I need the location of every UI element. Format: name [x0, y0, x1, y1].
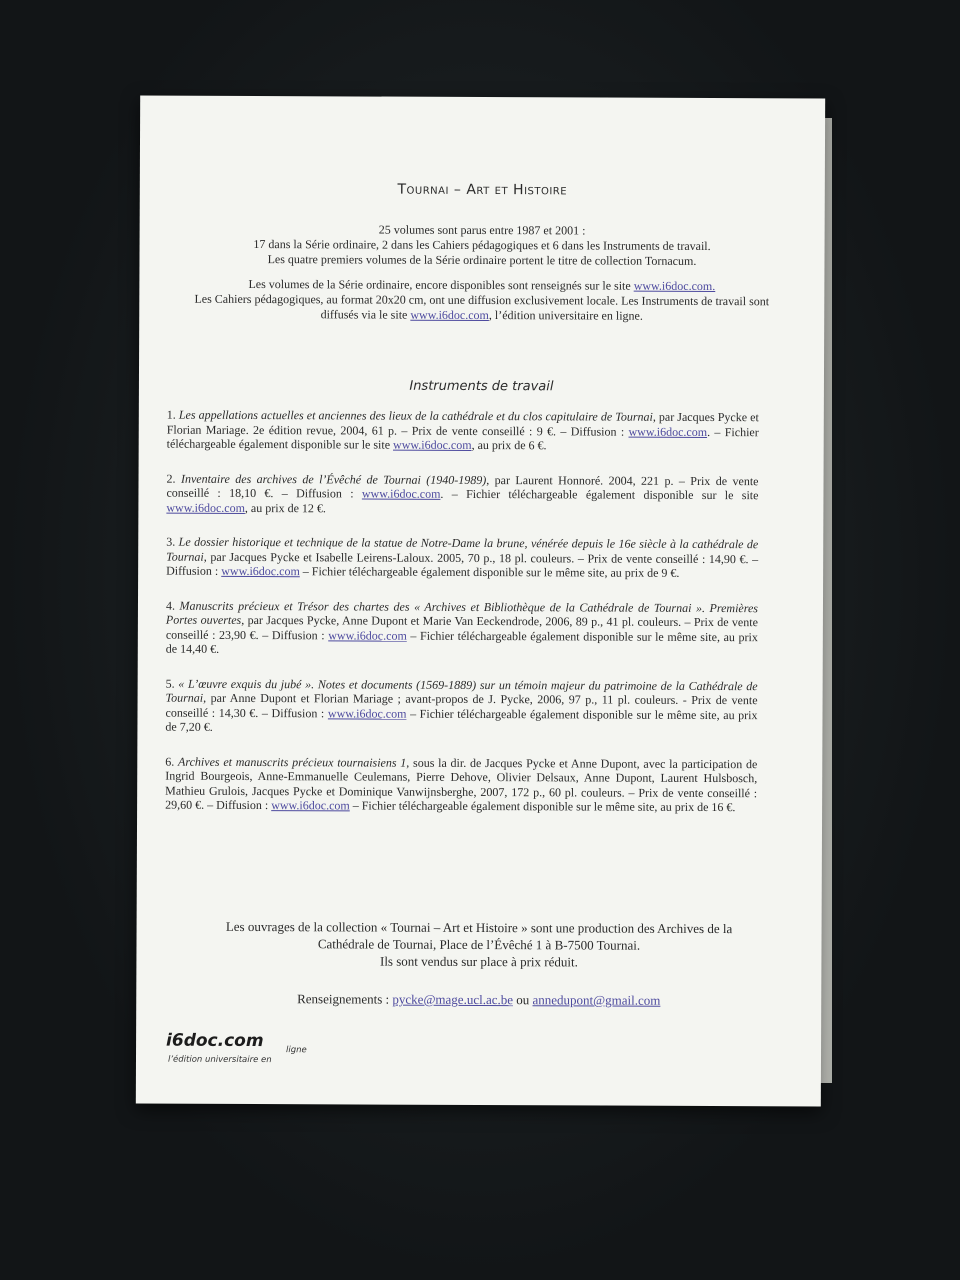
contact-line [136, 991, 821, 1010]
item-title: Manuscrits précieux et Trésor des chartes des « Archives et Bibliothèque de la Cathédrale de Tournai ». Premières Portes ouvertes [165, 598, 759, 627]
list-item: 2. Inventaire des archives de l’Évêché de Tournai (1940-1989), par Laurent Honnoré. 2004, 221 p. – Prix de vente conseillé : 18,10 €. – Diffusion : www.i6doc.com. – Fichier téléchargeable également disponible sur le site www.i6doc.com, au prix de 12 €. [166, 471, 759, 515]
item-link[interactable]: www.i6doc.com [361, 486, 441, 501]
intro-line-3: Les quatre premiers volumes de la Série ordinaire portent le titre de collection Tornacum. [267, 252, 697, 268]
site-link-2[interactable]: www.i6doc.com [410, 307, 489, 323]
footer-text [156, 918, 801, 972]
item-list [165, 408, 759, 835]
logo-brand: i6doc.com [166, 1030, 264, 1052]
intro-text [179, 222, 784, 335]
email-link-2[interactable]: annedupont@gmail.com [532, 992, 661, 1008]
page-title: Tournai – Art et Histoire [397, 181, 568, 199]
list-item: 6. Archives et manuscrits précieux tournaisiens 1, sous la dir. de Jacques Pycke et Anne Dupont, avec la participation de Ingrid Bourgeois, Anne-Emmanuelle Ceulemans, Pierre Dehove, Olivier Delsaux, Anne Dupont, Laurent Hulsbosch, Mathieu Grulois, Jacques Pycke et Dominique Vanwijnsberghe, 2007, 172 p., 60 pl. couleurs. – Prix de vente conseillé : 29,60 €. – Diffusion : www.i6doc.com – Fichier téléchargeable également disponible sur le même site, au prix de 16 €. [165, 754, 758, 815]
intro-para2-c: , l’édition universitaire en ligne. [488, 308, 643, 323]
item-link[interactable]: www.i6doc.com [628, 424, 708, 439]
book-back-cover [136, 96, 825, 1107]
footer-line-2: Cathédrale de Tournai, Place de l’Évêché 1 à B-7500 Tournai. [317, 936, 641, 953]
logo-tag-word: ligne [286, 1045, 307, 1056]
item-title: Les appellations actuelles et anciennes des lieux de la cathédrale et du clos capitulaire de Tournai [178, 407, 653, 424]
item-link[interactable]: www.i6doc.com [271, 798, 350, 813]
item-link[interactable]: www.i6doc.com [327, 705, 407, 721]
list-item: 5. « L’œuvre exquis du jubé ». Notes et documents (1569-1889) sur un témoin majeur du patrimoine de la Cathédrale de Tournai, par Anne Dupont et Florian Mariage ; avant-propos de J. Pycke, 2006, 97 p., 11 pl. couleurs. - Prix de vente conseillé : 14,30 €. – Diffusion : www.i6doc.com – Fichier téléchargeable également disponible sur le même site, au prix de 7,20 €. [165, 676, 758, 734]
item-title: Le dossier historique et technique de la statue de Notre-Dame la brune, vénérée depuis le 16e siècle à la cathédrale de Tournai [166, 534, 759, 564]
item-link-2[interactable]: www.i6doc.com [166, 500, 245, 515]
i6doc-logo [166, 1031, 326, 1082]
intro-line-2: 17 dans la Série ordinaire, 2 dans les Cahiers pédagogiques et 6 dans les Instruments de travail. [253, 237, 711, 254]
contact-label: Renseignements : [297, 991, 390, 1007]
intro-para2-a: Les volumes de la Série ordinaire, encore disponibles sont renseignés sur le site [248, 276, 631, 293]
intro-para2-b: Les Cahiers pédagogiques, au format 20x20 cm, ont une diffusion exclusivement locale. Les Instruments de travail sont diffusés via le site [194, 291, 770, 322]
item-title: Archives et manuscrits précieux tournaisiens 1 [178, 754, 407, 770]
site-link[interactable]: www.i6doc.com. [633, 278, 716, 294]
item-title: « L’œuvre exquis du jubé ». Notes et documents (1569-1889) sur un témoin majeur du patrimoine de la Cathédrale de Tournai [165, 676, 758, 705]
list-item: 1. Les appellations actuelles et anciennes des lieux de la cathédrale et du clos capitulaire de Tournai, par Jacques Pycke et Florian Mariage. 2e édition revue, 2004, 61 p. – Prix de vente conseillé : 9 €. – Diffusion : www.i6doc.com. – Fichier téléchargeable également disponible sur le site www.i6doc.com, au prix de 6 €. [166, 407, 759, 453]
footer-line-1: Les ouvrages de la collection « Tournai – Art et Histoire » sont une production des Archives de la [225, 918, 733, 937]
item-link[interactable]: www.i6doc.com [328, 627, 407, 643]
contact-or: ou [516, 992, 530, 1008]
intro-line-1: 25 volumes sont parus entre 1987 et 2001 : [378, 222, 586, 238]
item-title: Inventaire des archives de l’Évêché de Tournai (1940-1989) [180, 471, 487, 487]
section-title: Instruments de travail [409, 378, 554, 395]
item-link[interactable]: www.i6doc.com [221, 563, 300, 579]
logo-tagline: l’édition universitaire en [167, 1054, 272, 1066]
email-link-1[interactable]: pycke@mage.ucl.ac.be [392, 991, 514, 1008]
list-item: 4. Manuscrits précieux et Trésor des chartes des « Archives et Bibliothèque de la Cathédrale de Tournai ». Premières Portes ouvertes, par Jacques Pycke, Anne Dupont et Marie Van Eeckendrode, 2006, 89 p., 41 pl. couleurs. – Prix de vente conseillé : 23,90 €. – Diffusion : www.i6doc.com – Fichier téléchargeable également disponible sur le même site, au prix de 14,40 €. [165, 598, 759, 656]
item-link-2[interactable]: www.i6doc.com [393, 437, 472, 452]
footer-line-3: Ils sont vendus sur place à prix réduit. [379, 953, 578, 970]
list-item: 3. Le dossier historique et technique de la statue de Notre-Dame la brune, vénérée depuis le 16e siècle à la cathédrale de Tournai, par Jacques Pycke et Isabelle Leirens-Laloux. 2005, 70 p., 18 pl. couleurs. – Prix de vente conseillé : 14,90 €. – Diffusion : www.i6doc.com – Fichier téléchargeable également disponible sur le même site, au prix de 9 €. [166, 534, 759, 580]
